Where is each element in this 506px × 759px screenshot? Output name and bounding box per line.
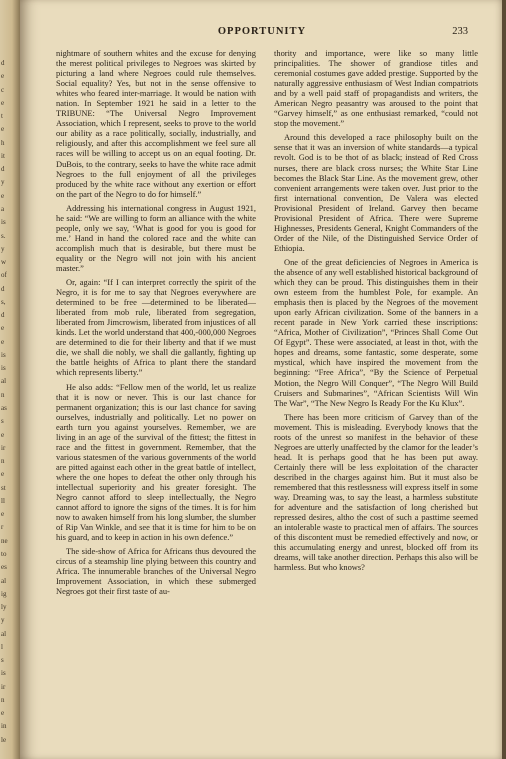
running-header — [56, 26, 468, 40]
margin-fragment: es — [1, 563, 7, 572]
margin-fragment: st — [1, 483, 6, 492]
margin-fragment: e — [1, 324, 5, 333]
margin-fragment: e — [1, 337, 5, 346]
margin-fragment: r — [1, 523, 4, 532]
margin-fragment: s, — [1, 297, 6, 306]
paragraph: One of the great deficiencies of Negroes in America is the absence of any well established historical background of which they can be proud. This distinguishes them in their own esteem from the humblest Pole, for example. An emphasis then is placed by the Negroes of the movement upon early African civilization. Some of the banners in a recent parade in New York carried these inscriptions: “Africa, Mother of Civilization”, “Princes Shall Come Out Of Egypt”. These were associated, at least in thot, with the hopes and dreams, some fantastic, some desperate, some mystical, which have inspired the movement from the beginning: “Free Africa”, “By the Science of Perpetual Motion, the Negro Will Conquer”, “The Negro Will Build Cruisers and Submarines”, “African Scientists Will Win The War”, “The New Negro Is Ready For the Ku Klux”. — [274, 256, 478, 408]
margin-fragment: al — [1, 629, 7, 638]
margin-fragment: e — [1, 191, 5, 200]
margin-fragment: y — [1, 244, 5, 253]
margin-fragment: ne — [1, 536, 8, 545]
paragraph: Around this developed a race philosophy built on the sense that it was an inversion of white standards—a typical revolt. God is to be thot of as black; instead of Red Cross nurses, there are black cross nurses; the White Star Line becomes the Black Star Line. As the movement grew, other convenient arrangements were taken over. Just prior to the first international convention, De Valera was elected Provisional President of Ireland. Garvey then became Provisional President of Africa. There were Supreme Highnesses, Presidents General, Knight Commanders of the Order of the Nile, of the Distinguished Service Order of Ethiopia. — [274, 132, 478, 253]
margin-fragment: le — [1, 735, 7, 744]
margin-fragment: ll — [1, 496, 5, 505]
paragraph: Addressing his international congress in August 1921, he said: “We are willing to form an alliance with the white people, only we say, ‘What is good for you is good for me.’ Hand in hand the colored race and the white can accomplish much that is desirable, but there must be equality or the Negro will not join with his ancient master.” — [56, 202, 256, 273]
right-column — [274, 48, 478, 738]
adjacent-page-edge — [0, 0, 20, 759]
margin-fragment: w — [1, 258, 7, 267]
left-column — [56, 48, 256, 738]
margin-fragment: e — [1, 125, 5, 134]
margin-fragment: c — [1, 85, 5, 94]
margin-fragment: it — [1, 151, 5, 160]
margin-fragment: h — [1, 138, 5, 147]
margin-fragment: y — [1, 616, 5, 625]
page-number: 233 — [452, 26, 468, 37]
margin-fragment: ir — [1, 682, 6, 691]
margin-fragment: t — [1, 112, 3, 121]
paragraph: The side-show of Africa for Africans thus devoured the circus of a steamship line plying between this country and Africa. The innumerable branches of the Universal Negro Improvement Association, in which these submerged Negroes got their first taste of au- — [56, 546, 256, 597]
margin-fragment: of — [1, 271, 7, 280]
margin-fragment: a — [1, 204, 5, 213]
margin-fragment: ir — [1, 443, 6, 452]
margin-fragment: to — [1, 549, 7, 558]
margin-fragment: l — [1, 642, 3, 651]
margin-fragment: al — [1, 576, 7, 585]
paragraph: He also adds: “Fellow men of the world, let us realize that it is now or never. This is our last chance for permanent organization; this is our last chance for saving ourselves, industrially and politically. Let no power on earth turn you against yourselves. Remember, we are living in an age of the survival of the fittest; the fittest in race and the fittest in government. Remember, that the various statesmen of the various governments of the world are pitted against each other in the great battle of intellect, where the one hopes to defeat the other only through his intellectual superiority and his greater foresight. The Negro cannot afford to sleep intellectually, the Negro cannot afford to ignore the signs of the times. It is for him now to awaken himself from his long slumber, the slumber of Rip Van Winkle, and see that it is time for him to be on his guard, and to keep in action in his own defence.” — [56, 381, 256, 543]
margin-fragment: as — [1, 404, 7, 412]
margin-fragment: n — [1, 390, 5, 399]
margin-fragment: s. — [1, 231, 6, 240]
margin-fragment: ly — [1, 603, 7, 612]
paragraph: Or, again: “If I can interpret correctly the spirit of the Negro, it is for me to say that Negroes everywhere are determined to be free —determined to be liberated—liberated from mob rule, liberated from segregation, liberated from Jimcrowism, liberated from injustices of all kinds. Let the world understand that 400,-000,000 Negroes are determined to die for their liberty and that if we must die, we shall die nobly, we shall die gallantly, fighting up the battle heights of Africa to plant there the standard which represents liberty.” — [56, 277, 256, 378]
margin-fragment: d — [1, 311, 5, 320]
margin-fragment: n — [1, 695, 5, 704]
margin-fragment: ig — [1, 589, 7, 598]
paragraph: There has been more criticism of Garvey than of the movement. This is misleading. Everybody knows that the roots of the unrest so manifest in the behavior of these Negroes are utterly unaffected by the clamor for the leader’s head. It is perhaps good that he has been put away. Certainly there will be less exploitation of the character described in the charges against him. But it must also be remembered that this restlessness will express itself in some way. Dreaming was, to say the least, a harmless substitute for adventure and the satisfaction of long cherished but repressed desires, altho the cost of such a pasttime seemed an intolerable waste to practical men of affairs. The sources of this discontent must be remedied effectively and now, or this accumulating energy and unrest, blocked off from its dreams, will take another direction. Perhaps this also will be harmless. But who knows? — [274, 411, 478, 573]
paragraph: nightmare of southern whites and the excuse for denying the merest political privileges to Negroes was skirted by picturing a land where Negroes could rule themselves. Social equality? Yes, but not in the sense offensive to whites who feared inter-marriage. It would be nation with nation. In September 1921 he said in a letter to the TRIBUNE: “The Universal Negro Improvement Association, which I represent, seeks to prove to the world our ability as a race politically, socially, industrially, and religiously, and after this accomplishment we feel sure all races will be willing to accept us on an equal footing. Dr. DuBois, to the contrary, seeks to have the white race admit Negroes to the full enjoyment of all the privileges produced by the white race without any exertion or effort on the part of the Negro to do for himself.” — [56, 48, 256, 199]
margin-fragment: e — [1, 430, 5, 439]
margin-fragment: e — [1, 72, 5, 81]
margin-fragment: d — [1, 284, 5, 293]
margin-fragment: al — [1, 377, 7, 386]
margin-fragment: e — [1, 470, 5, 479]
margin-fragment: e — [1, 98, 5, 107]
margin-fragment: is — [1, 218, 6, 227]
margin-fragment: s — [1, 656, 4, 665]
page — [20, 0, 502, 759]
margin-fragment: is — [1, 350, 6, 359]
margin-fragment: y — [1, 178, 5, 187]
paragraph: thority and importance, were like so many little principalities. The shower of grandiose titles and ceremonial costumes gave added prestige. Supported by the naturally aggressive enthusiasm of West Indian compatriots and by a well paid staff of propagandists and writers, the American Negro peasantry was aroused to the point that “Garvey himself,” as one enthusiast remarked, “could not stop the movement.” — [274, 48, 478, 129]
margin-fragment: in — [1, 722, 7, 731]
page-edge-shadow — [502, 0, 506, 759]
margin-fragment: e — [1, 510, 5, 519]
margin-fragment: e — [1, 709, 5, 718]
margin-fragment: s — [1, 417, 4, 426]
margin-fragment: is — [1, 669, 6, 678]
running-title: OPPORTUNITY — [217, 26, 307, 37]
margin-fragment: d — [1, 59, 5, 67]
margin-fragment: is — [1, 364, 6, 373]
margin-fragment: d — [1, 165, 5, 174]
margin-fragment: n — [1, 457, 5, 466]
